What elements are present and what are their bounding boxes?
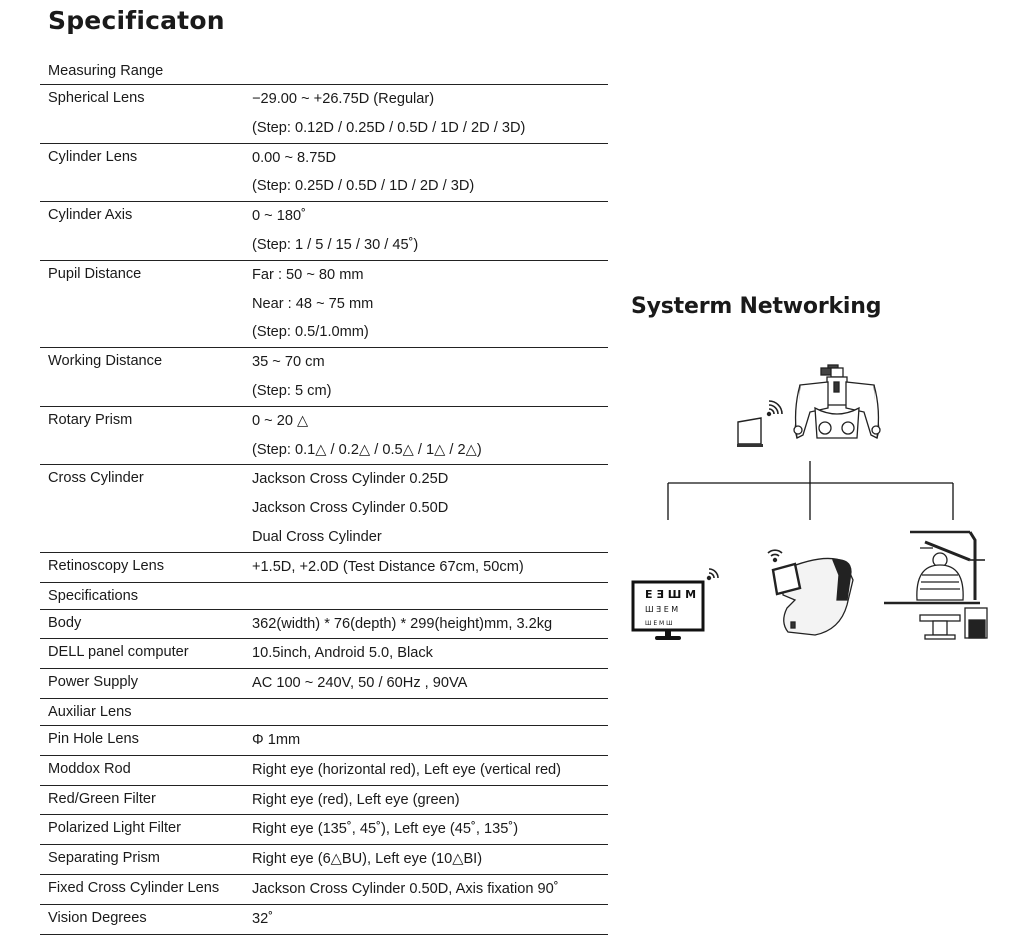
wifi-signal-icon — [708, 569, 718, 579]
spec-values — [252, 465, 608, 551]
spec-value: Jackson Cross Cylinder 0.50D — [252, 500, 449, 517]
spec-value: (Step: 0.5/1.0mm) — [252, 324, 369, 341]
spec-label: DELL panel computer — [48, 644, 189, 661]
spec-label: Body — [48, 614, 82, 631]
svg-text:Ш E M Ш: Ш E M Ш — [645, 620, 673, 627]
spec-values — [252, 786, 608, 815]
spec-label: Vision Degrees — [48, 909, 147, 926]
spec-label: Moddox Rod — [48, 760, 131, 777]
spec-values — [252, 144, 608, 202]
spec-value: Jackson Cross Cylinder 0.50D, Axis fixation 90˚ — [252, 880, 559, 897]
section-title: Auxiliar Lens — [48, 703, 132, 720]
spec-value: (Step: 0.25D / 0.5D / 1D / 2D / 3D) — [252, 178, 475, 195]
spec-value: Right eye (135˚, 45˚), Left eye (45˚, 135˚) — [252, 821, 519, 838]
specification-table — [40, 58, 608, 935]
spec-value: (Step: 0.1△ / 0.2△ / 0.5△ / 1△ / 2△) — [252, 441, 482, 458]
section-title: Measuring Range — [48, 63, 164, 79]
spec-values — [252, 669, 608, 698]
ophthalmic-chair-unit-icon — [884, 532, 987, 639]
spec-values — [252, 261, 608, 347]
spec-values — [252, 58, 608, 84]
spec-values — [252, 639, 608, 668]
spec-values — [252, 348, 608, 406]
network-connector-lines — [668, 461, 953, 520]
auto-refractometer-icon — [773, 558, 853, 635]
table-row — [40, 465, 608, 552]
svg-text:Ш Ǝ E M: Ш Ǝ E M — [645, 605, 679, 614]
spec-value: Right eye (horizontal red), Left eye (vertical red) — [252, 761, 562, 778]
table-row — [40, 905, 608, 935]
section-header-row — [40, 699, 608, 726]
spec-values — [252, 202, 608, 260]
table-row — [40, 845, 608, 875]
spec-label: Red/Green Filter — [48, 790, 156, 807]
section-title: Specifications — [48, 587, 139, 604]
section-header-row — [40, 583, 608, 610]
spec-values — [252, 815, 608, 844]
spec-value: Φ 1mm — [252, 731, 301, 748]
spec-values — [252, 85, 608, 143]
spec-label: Separating Prism — [48, 850, 160, 867]
wifi-signal-icon — [768, 401, 782, 415]
table-row — [40, 553, 608, 583]
spec-values — [252, 756, 608, 785]
system-networking-diagram — [625, 360, 1015, 650]
spec-value: 10.5inch, Android 5.0, Black — [252, 645, 433, 662]
spec-value: 362(width) * 76(depth) * 299(height)mm, 3.2kg — [252, 615, 553, 632]
spec-label: Cylinder Axis — [48, 207, 133, 224]
tablet-icon — [737, 418, 763, 447]
table-row — [40, 669, 608, 699]
spec-label: Cross Cylinder — [48, 470, 144, 487]
table-row — [40, 407, 608, 466]
spec-value: 0 ~ 20 △ — [252, 412, 309, 429]
table-row — [40, 85, 608, 144]
table-row — [40, 639, 608, 669]
spec-label: Cylinder Lens — [48, 148, 138, 165]
spec-label: Retinoscopy Lens — [48, 557, 165, 574]
spec-label: Pin Hole Lens — [48, 730, 139, 747]
wifi-signal-icon — [768, 550, 782, 561]
table-row — [40, 756, 608, 786]
spec-values — [252, 553, 608, 582]
spec-value: 0.00 ~ 8.75D — [252, 149, 336, 166]
spec-value: (Step: 0.12D / 0.25D / 0.5D / 1D / 2D / 3D) — [252, 119, 526, 136]
spec-values — [252, 610, 608, 639]
spec-value: 0 ~ 180˚ — [252, 208, 306, 225]
networking-title: Systerm Networking — [631, 294, 882, 319]
spec-value: Far : 50 ~ 80 mm — [252, 266, 364, 283]
visual-chart-monitor-icon — [633, 582, 703, 640]
table-row — [40, 144, 608, 203]
spec-value: Right eye (red), Left eye (green) — [252, 791, 460, 808]
table-row — [40, 815, 608, 845]
table-row — [40, 348, 608, 407]
spec-values — [252, 407, 608, 465]
spec-value: 35 ~ 70 cm — [252, 354, 325, 371]
spec-value: Dual Cross Cylinder — [252, 528, 382, 545]
spec-value: Jackson Cross Cylinder 0.25D — [252, 471, 449, 488]
spec-value: Right eye (6△BU), Left eye (10△BI) — [252, 851, 483, 868]
table-row — [40, 202, 608, 261]
spec-value: Near : 48 ~ 75 mm — [252, 295, 374, 312]
spec-value: +1.5D, +2.0D (Test Distance 67cm, 50cm) — [252, 558, 524, 575]
table-row — [40, 875, 608, 905]
table-row — [40, 786, 608, 816]
spec-values — [252, 699, 608, 725]
spec-value: AC 100 ~ 240V, 50 / 60Hz , 90VA — [252, 675, 468, 692]
spec-values — [252, 726, 608, 755]
spec-values — [252, 905, 608, 934]
table-row — [40, 261, 608, 348]
section-header-row — [40, 58, 608, 85]
spec-label: Working Distance — [48, 353, 163, 370]
spec-value: 32˚ — [252, 910, 274, 927]
spec-values — [252, 583, 608, 609]
svg-text:E Ǝ Ш M: E Ǝ Ш M — [645, 588, 697, 601]
spec-value: (Step: 1 / 5 / 15 / 30 / 45˚) — [252, 236, 419, 253]
spec-label: Power Supply — [48, 674, 139, 691]
spec-label: Polarized Light Filter — [48, 820, 182, 837]
spec-value: (Step: 5 cm) — [252, 382, 332, 399]
phoropter-icon — [794, 365, 880, 438]
spec-value: −29.00 ~ +26.75D (Regular) — [252, 91, 435, 107]
spec-label: Fixed Cross Cylinder Lens — [48, 879, 220, 896]
table-row — [40, 610, 608, 640]
table-row — [40, 726, 608, 756]
page-title: Specificaton — [48, 6, 225, 35]
spec-label: Pupil Distance — [48, 265, 142, 282]
spec-values — [252, 875, 608, 904]
spec-values — [252, 845, 608, 874]
spec-label: Spherical Lens — [48, 90, 145, 106]
spec-label: Rotary Prism — [48, 411, 133, 428]
